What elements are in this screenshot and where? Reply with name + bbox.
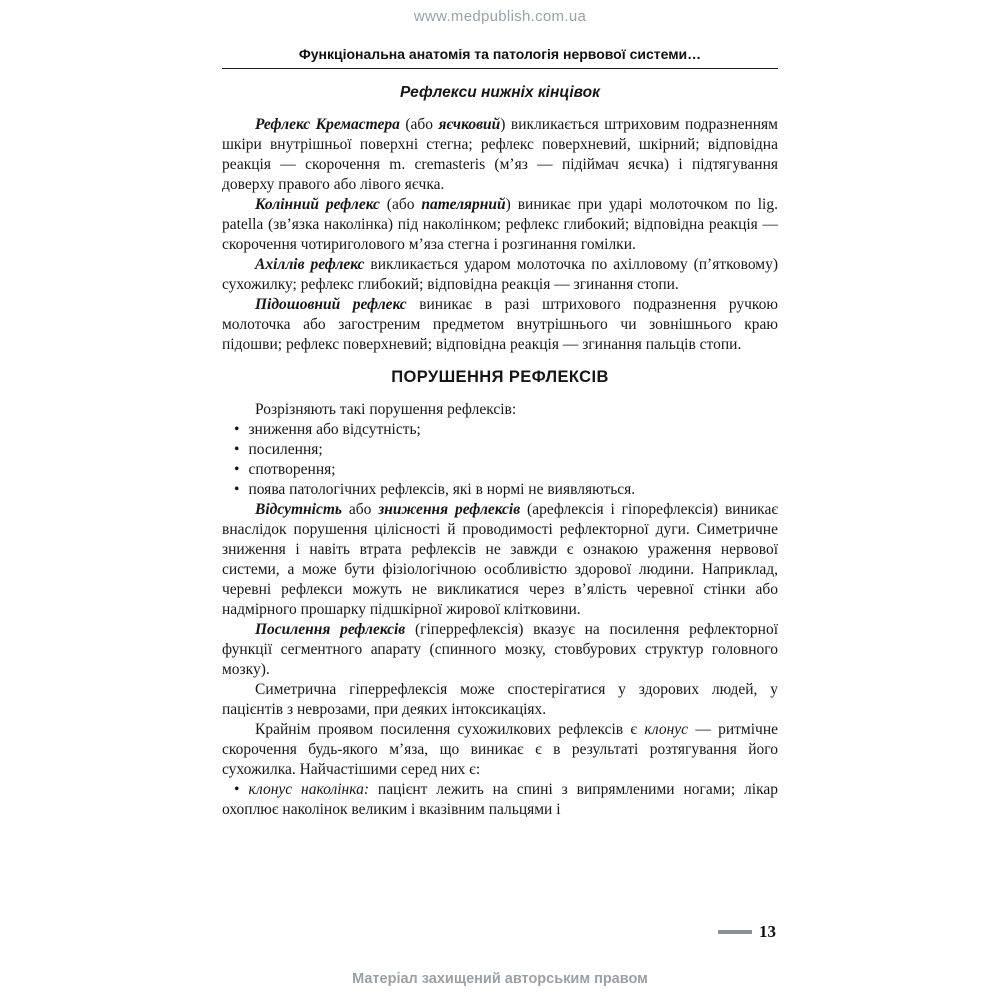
text-run: пацієнт лежить на спині з випрямленими ногами; лікар охоплює наколінок великим і вказівним пальцями і: [222, 781, 779, 818]
paragraph: [222, 115, 778, 195]
text-run: — ритмічне скорочення будь-якого м’яза, що виникає є в результаті розтягування його сухожилка. Найчастішими серед них є:: [222, 721, 779, 778]
text-run: Крайнім проявом посилення сухожилкових рефлексів є: [255, 721, 645, 738]
text-run: Ахіллів рефлекс: [255, 256, 365, 273]
text-run: Підошовний рефлекс: [255, 296, 407, 313]
bullet-item: [222, 480, 778, 500]
text-run: зниження рефлексів: [378, 501, 521, 518]
paragraph: [222, 255, 778, 295]
running-head: Функціональна анатомія та патологія нервової системи…: [298, 46, 702, 62]
text-run: ) викликається штриховим подразненням шкіри внутрішньої поверхні стегна; рефлекс поверхневий, шкірний; відповідна реакція — скорочення m. cremasteris (м’яз — підіймач яєчка) і підтягування доверху правого або лівого яєчка.: [222, 116, 778, 193]
text-run: (або: [379, 196, 422, 213]
text-run: (або: [399, 116, 439, 133]
page-body: [222, 84, 778, 820]
text-run: викликається ударом молоточка по ахілловому (п’ятковому) сухожилку; рефлекс глибокий; відповідна реакція — згинання стопи.: [222, 256, 778, 293]
text-run: Відсутність: [255, 501, 342, 518]
page-number: 13: [759, 922, 776, 941]
text-run: Колінний рефлекс: [255, 196, 380, 213]
bullet-item: [222, 780, 778, 820]
text-run: пателярний: [421, 196, 506, 213]
text-run: Посилення рефлексів: [255, 621, 406, 638]
text-column: [222, 46, 778, 820]
text-run: або: [341, 501, 379, 518]
section-heading: ПОРУШЕННЯ РЕФЛЕКСІВ: [391, 368, 609, 386]
text-run: посилення;: [248, 441, 323, 458]
text-run: виникає в разі штрихового подразнення ручкою молоточка або загостреним предметом внутрішнього чи зовнішнього краю підошви; рефлекс поверхневий; відповідна реакція — згинання пальців стопи.: [222, 296, 778, 353]
text-run: зниження або відсутність;: [248, 421, 421, 438]
bullet-item: [222, 460, 778, 480]
paragraph: [222, 400, 778, 420]
subsection-heading: Рефлекси нижніх кінцівок: [400, 84, 600, 101]
bullet-item: [222, 420, 778, 440]
watermark-bottom: Матеріал захищений авторським правом: [352, 971, 648, 987]
text-run: клонус: [644, 721, 689, 738]
page-number-rule: [718, 930, 752, 934]
bullet-marker: •: [234, 421, 240, 438]
bullet-list: [222, 780, 778, 820]
text-run: ) виникає при ударі молоточком по lig. patella (зв’язка наколінка) під наколінком; рефлекс глибокий; відповідна реакція — скорочення чотириголового м’яза стегна і розгинання гомілки.: [222, 196, 778, 253]
text-run: спотворення;: [248, 461, 336, 478]
paragraph: [222, 500, 778, 620]
text-run: яєчковий: [438, 116, 501, 133]
bullet-marker: •: [234, 461, 240, 478]
paragraph: [222, 195, 778, 255]
text-run: Рефлекс Кремастера: [255, 116, 400, 133]
paragraph: [222, 295, 778, 355]
text-run: (гіперрефлексія) вказує на посилення рефлекторної функції сегментного апарату (спинного мозку, стовбурових структур головного мозку).: [222, 621, 779, 678]
page-number-row: [718, 922, 776, 942]
bullet-item: [222, 440, 778, 460]
paragraph: [222, 720, 778, 780]
bullet-list: [222, 420, 778, 500]
paragraph: [222, 620, 778, 680]
bullet-marker: •: [234, 481, 240, 498]
text-run: поява патологічних рефлексів, які в нормі не виявляються.: [248, 481, 636, 498]
bullet-marker: •: [234, 441, 240, 458]
text-run: клонус наколінка:: [248, 781, 370, 798]
bullet-marker: •: [234, 781, 240, 798]
paragraph: [222, 680, 778, 720]
text-run: (арефлексія і гіпорефлексія) виникає внаслідок порушення цілісності й проводимості рефлекторної дуги. Симетричне зниження і навіть втрата рефлексів не завжди є ознакою ураження нервової системи, а може бути фізіологічною особливістю здорової людини. Наприклад, черевні рефлекси можуть не викликатися через в’ялість черевної стінки або надмірного прошарку підшкірної жирової клітковини.: [222, 501, 778, 618]
header-rule: [222, 68, 778, 69]
watermark-top: www.medpublish.com.ua: [413, 8, 587, 25]
text-run: Симетрична гіперрефлексія може спостерігатися у здорових людей, у пацієнтів з неврозами, при деяких інтоксикаціях.: [222, 681, 778, 718]
text-run: Розрізняють такі порушення рефлексів:: [255, 401, 517, 418]
